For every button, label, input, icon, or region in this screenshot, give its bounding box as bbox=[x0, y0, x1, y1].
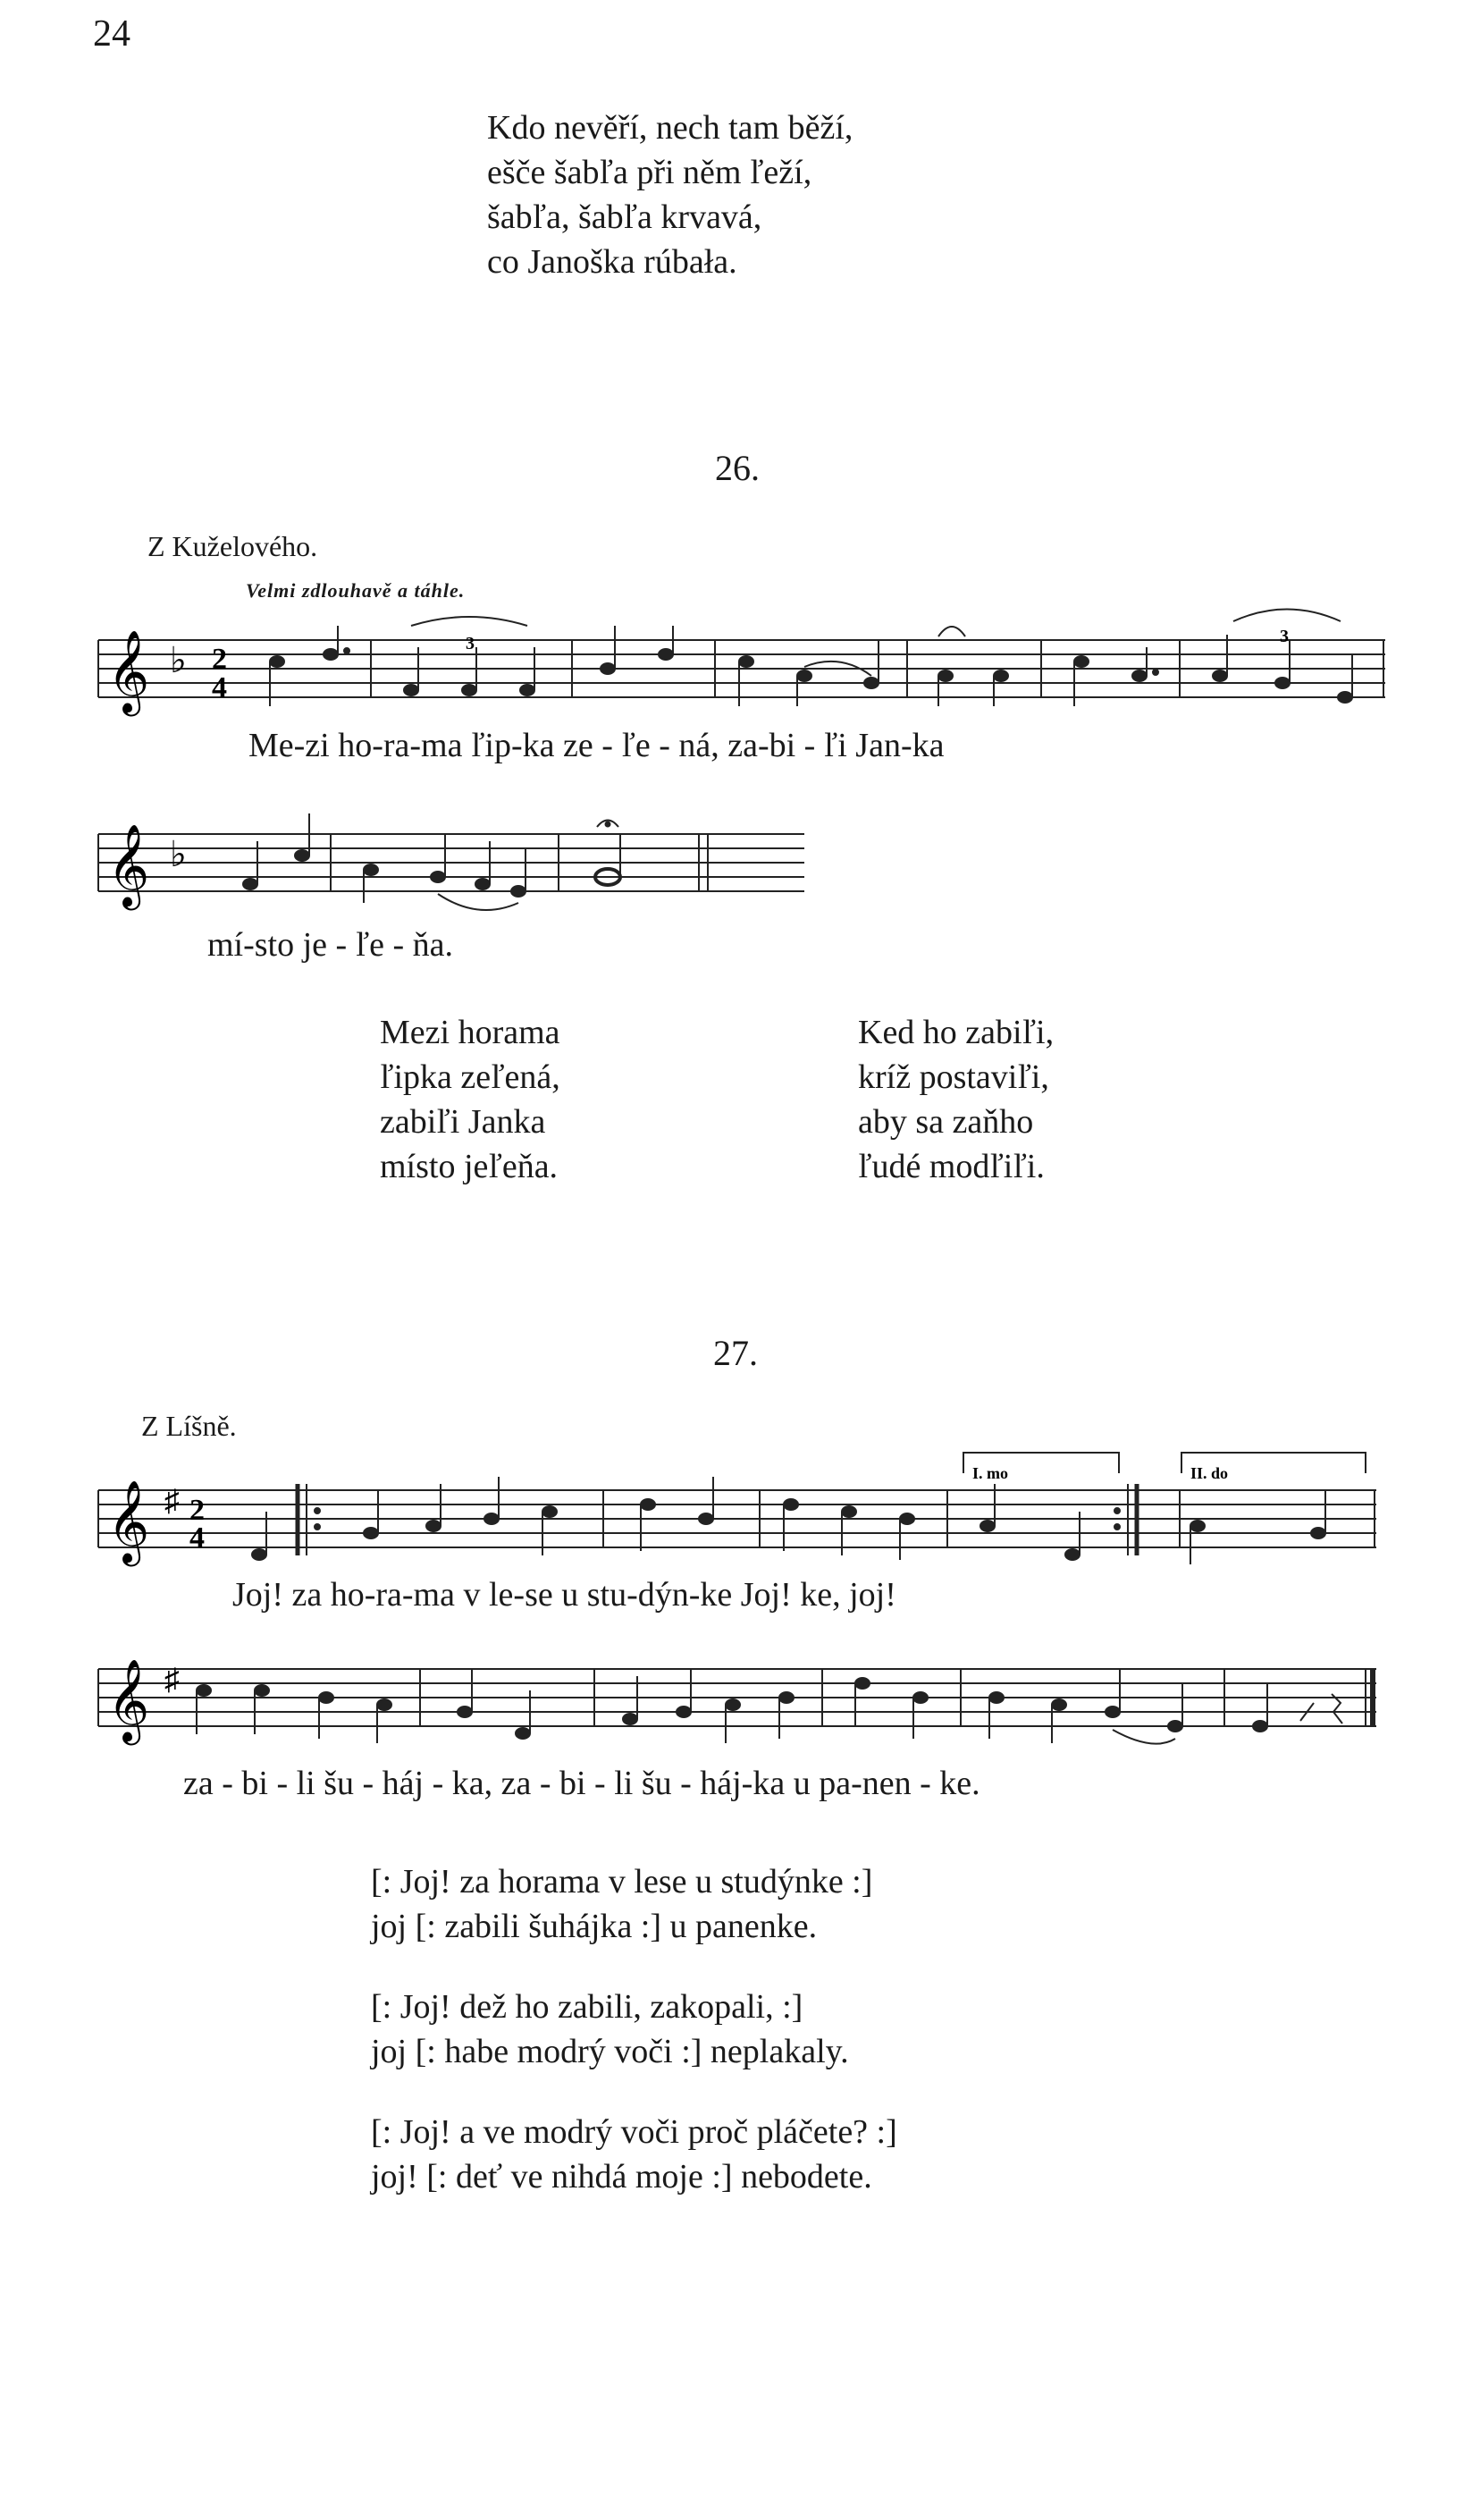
volta-1-label: I. mo bbox=[972, 1464, 1008, 1482]
song-26-lyrics-line-2: mí-sto je - ľe - ňa. bbox=[207, 926, 454, 964]
stanza-line: aby sa zaňho bbox=[858, 1103, 1034, 1141]
song-26-origin: Z Kuželového. bbox=[147, 530, 318, 562]
song-26-stanza-right bbox=[858, 1010, 1054, 1189]
stanza-line: [: Joj! za horama v lese u studýnke :] bbox=[371, 1863, 873, 1901]
stanza bbox=[371, 1859, 897, 1949]
stanza bbox=[371, 2110, 897, 2199]
stanza bbox=[371, 1985, 897, 2074]
stanza-line: zabiľi Janka bbox=[380, 1103, 546, 1141]
stanza-line: ľudé modľiľi. bbox=[858, 1148, 1045, 1185]
stanza-line: [: Joj! dež ho zabili, zakopali, :] bbox=[371, 1988, 803, 2026]
song-27-stanzas bbox=[371, 1859, 897, 2199]
song-26-tempo: Velmi zdlouhavě a táhle. bbox=[246, 579, 466, 602]
stanza-line: joj [: habe modrý voči :] neplakaly. bbox=[371, 2033, 849, 2070]
song-27-lyrics-line-2: za - bi - li šu - háj - ka, za - bi - li šu - háj-ka u pa-nen - ke. bbox=[183, 1765, 980, 1802]
stanza-line: místo jeľeňa. bbox=[380, 1148, 559, 1185]
treble-clef-icon: 𝄞 bbox=[107, 633, 150, 712]
stanza-line: Mezi horama bbox=[380, 1014, 560, 1051]
verse-line: šabľa, šabľa krvavá, bbox=[487, 198, 762, 236]
song-26-lyrics-line-1: Me-zi ho-ra-ma ľip-ka ze - ľe - ná, za-bi - ľi Jan-ka bbox=[248, 727, 945, 764]
triplet-mark: 3 bbox=[466, 634, 475, 653]
song-26-notes-staff-1 bbox=[270, 610, 1352, 707]
stanza-line: ľipka zeľená, bbox=[380, 1058, 560, 1096]
sharp-icon: ♯ bbox=[164, 1485, 180, 1518]
treble-clef-icon: 𝄞 bbox=[107, 827, 150, 906]
stanza-line: Ked ho zabiľi, bbox=[858, 1014, 1055, 1051]
verse-line: co Janoška rúbała. bbox=[487, 243, 737, 281]
song-26-staff-2 bbox=[98, 834, 804, 891]
verse-line: ešče šabľa při něm ľeží, bbox=[487, 154, 812, 191]
song-27-number: 27. bbox=[713, 1333, 758, 1373]
time-signature-denominator: 4 bbox=[189, 1521, 205, 1555]
stanza-line: joj [: zabili šuhájka :] u panenke. bbox=[371, 1908, 818, 1945]
song-26-stanza-left bbox=[380, 1010, 560, 1189]
treble-clef-icon: 𝄞 bbox=[107, 1483, 150, 1562]
time-signature-numerator: 2 bbox=[212, 643, 227, 676]
flat-icon: ♭ bbox=[170, 640, 187, 680]
triplet-mark: 3 bbox=[1280, 627, 1289, 646]
song-26-number: 26. bbox=[715, 448, 760, 488]
song-27-staff-2 bbox=[98, 1669, 1376, 1726]
verse-line: Kdo nevěří, nech tam běží, bbox=[487, 109, 853, 147]
song-27-staff-1 bbox=[98, 1453, 1376, 1555]
flat-icon: ♭ bbox=[170, 834, 187, 874]
time-signature-numerator: 2 bbox=[189, 1494, 205, 1527]
page-number: 24 bbox=[93, 13, 130, 55]
song-27-notes-staff-2 bbox=[197, 1669, 1342, 1744]
sharp-icon: ♯ bbox=[164, 1664, 180, 1697]
stanza-line: kríž postaviľi, bbox=[858, 1058, 1049, 1096]
song-27-lyrics-line-1: Joj! za ho-ra-ma v le-se u stu-dýn-ke Joj! ke, joj! bbox=[232, 1576, 896, 1614]
stanza-line: joj! [: deť ve nihdá moje :] nebodete. bbox=[371, 2158, 872, 2196]
song-26-staff-1 bbox=[98, 640, 1385, 697]
time-signature-denominator: 4 bbox=[212, 671, 227, 704]
song-27-origin: Z Líšně. bbox=[141, 1410, 237, 1442]
volta-2-label: II. do bbox=[1190, 1464, 1229, 1482]
treble-clef-icon: 𝄞 bbox=[107, 1662, 150, 1740]
stanza-line: [: Joj! a ve modrý voči proč pláčete? :] bbox=[371, 2113, 897, 2151]
